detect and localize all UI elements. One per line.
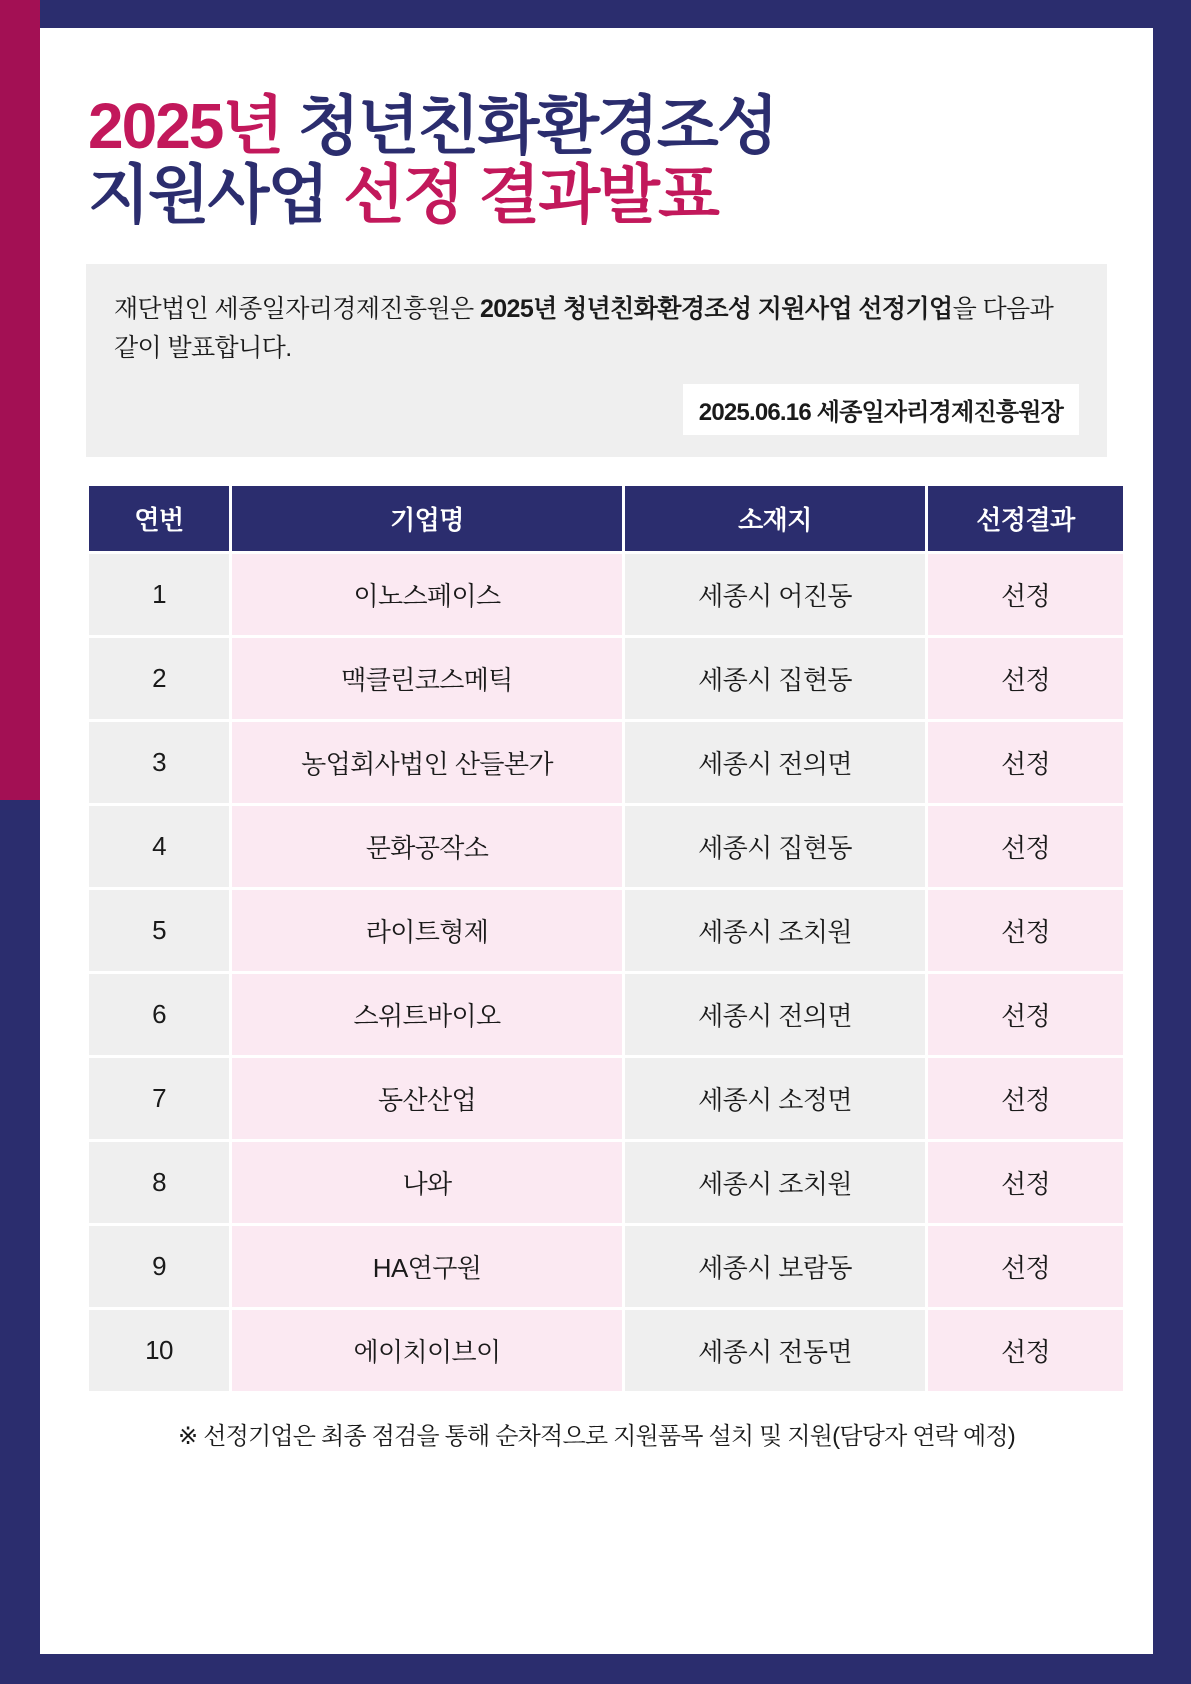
cell-result: 선정 xyxy=(928,890,1123,971)
cell-result: 선정 xyxy=(928,1058,1123,1139)
intro-text xyxy=(114,290,1079,368)
footnote: ※ 선정기업은 최종 점검을 통해 순차적으로 지원품목 설치 및 지원(담당자 연락 예정) xyxy=(178,1422,1015,1450)
cell-company: 맥클린코스메틱 xyxy=(232,638,622,719)
cell-company: 에이치이브이 xyxy=(232,1310,622,1391)
table-row xyxy=(89,1142,1123,1223)
intro-signature: 2025.06.16 세종일자리경제진흥원장 xyxy=(683,384,1079,435)
cell-no: 2 xyxy=(89,638,229,719)
cell-result: 선정 xyxy=(928,974,1123,1055)
intro-signature-row xyxy=(114,384,1079,435)
title-line-1-part-1: 2025년 xyxy=(88,90,298,162)
cell-result: 선정 xyxy=(928,1310,1123,1391)
cell-location: 세종시 소정면 xyxy=(625,1058,925,1139)
cell-location: 세종시 전동면 xyxy=(625,1310,925,1391)
intro-text-bold-2: 선정기업 xyxy=(858,295,953,324)
table-row xyxy=(89,806,1123,887)
cell-no: 5 xyxy=(89,890,229,971)
intro-text-part-3: 을 다음과 같이 발표합니다. xyxy=(114,295,1054,362)
column-header-no: 연번 xyxy=(89,486,229,551)
page-title xyxy=(88,92,1121,230)
intro-text-part-1: 재단법인 세종일자리경제진흥원은 xyxy=(114,295,480,324)
cell-no: 7 xyxy=(89,1058,229,1139)
table-row xyxy=(89,554,1123,635)
cell-location: 세종시 어진동 xyxy=(625,554,925,635)
cell-location: 세종시 집현동 xyxy=(625,806,925,887)
table-header-row xyxy=(89,486,1123,551)
cell-no: 10 xyxy=(89,1310,229,1391)
cell-location: 세종시 전의면 xyxy=(625,722,925,803)
column-header-result: 선정결과 xyxy=(928,486,1123,551)
cell-location: 세종시 집현동 xyxy=(625,638,925,719)
table-row xyxy=(89,638,1123,719)
cell-company: 스위트바이오 xyxy=(232,974,622,1055)
cell-result: 선정 xyxy=(928,722,1123,803)
column-header-company: 기업명 xyxy=(232,486,622,551)
decorative-left-stripe-navy xyxy=(0,800,40,1684)
cell-result: 선정 xyxy=(928,806,1123,887)
decorative-top-stripe xyxy=(0,0,1191,28)
table-row xyxy=(89,1310,1123,1391)
cell-result: 선정 xyxy=(928,554,1123,635)
cell-no: 3 xyxy=(89,722,229,803)
column-header-location: 소재지 xyxy=(625,486,925,551)
results-table xyxy=(86,483,1126,1394)
table-row xyxy=(89,1058,1123,1139)
cell-result: 선정 xyxy=(928,638,1123,719)
cell-company: 나와 xyxy=(232,1142,622,1223)
cell-location: 세종시 조치원 xyxy=(625,1142,925,1223)
cell-result: 선정 xyxy=(928,1226,1123,1307)
cell-result: 선정 xyxy=(928,1142,1123,1223)
cell-company: 라이트형제 xyxy=(232,890,622,971)
cell-no: 6 xyxy=(89,974,229,1055)
title-line-2-part-1: 지원사업 xyxy=(88,159,344,232)
intro-box xyxy=(86,264,1107,457)
cell-location: 세종시 조치원 xyxy=(625,890,925,971)
decorative-right-stripe xyxy=(1153,0,1191,1684)
decorative-left-stripe-magenta xyxy=(0,0,40,800)
cell-location: 세종시 전의면 xyxy=(625,974,925,1055)
intro-text-bold-1: 2025년 청년친화환경조성 지원사업 xyxy=(479,295,853,324)
cell-location: 세종시 보람동 xyxy=(625,1226,925,1307)
title-line-2 xyxy=(88,161,1121,230)
table-row xyxy=(89,722,1123,803)
cell-no: 9 xyxy=(89,1226,229,1307)
cell-company: 동산산업 xyxy=(232,1058,622,1139)
decorative-bottom-stripe xyxy=(0,1654,1191,1684)
table-row xyxy=(89,890,1123,971)
table-row xyxy=(89,974,1123,1055)
title-line-1 xyxy=(88,92,1121,161)
cell-company: 문화공작소 xyxy=(232,806,622,887)
title-line-1-part-2: 청년친화환경조성 xyxy=(297,90,777,162)
poster-page xyxy=(40,28,1153,1654)
cell-company: HA연구원 xyxy=(232,1226,622,1307)
table-row xyxy=(89,1226,1123,1307)
title-line-2-part-2: 선정 결과발표 xyxy=(343,159,718,232)
cell-no: 4 xyxy=(89,806,229,887)
cell-company: 농업회사법인 산들본가 xyxy=(232,722,622,803)
cell-no: 1 xyxy=(89,554,229,635)
cell-no: 8 xyxy=(89,1142,229,1223)
cell-company: 이노스페이스 xyxy=(232,554,622,635)
